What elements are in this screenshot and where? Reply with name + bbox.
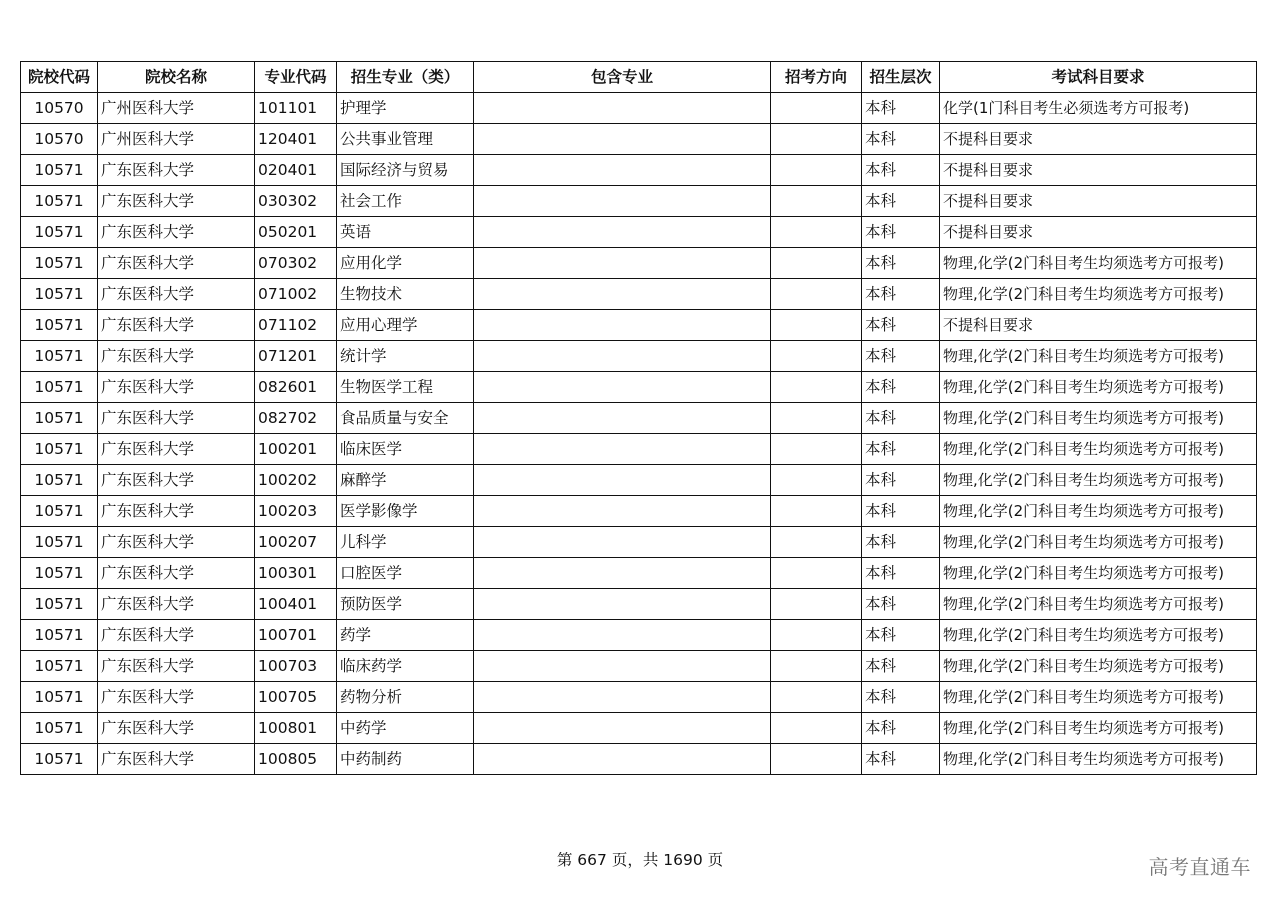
cell-level: 本科 (862, 682, 940, 713)
cell-school-name: 广东医科大学 (98, 744, 255, 775)
cell-included-majors (474, 310, 771, 341)
cell-level: 本科 (862, 124, 940, 155)
cell-subject-requirement: 物理,化学(2门科目考生均须选考方可报考) (940, 589, 1257, 620)
cell-major-name: 社会工作 (337, 186, 474, 217)
cell-school-code: 10571 (21, 527, 98, 558)
cell-school-name: 广东医科大学 (98, 341, 255, 372)
cell-direction (771, 713, 862, 744)
cell-subject-requirement: 物理,化学(2门科目考生均须选考方可报考) (940, 527, 1257, 558)
cell-major-name: 应用化学 (337, 248, 474, 279)
cell-subject-requirement: 不提科目要求 (940, 186, 1257, 217)
cell-direction (771, 248, 862, 279)
cell-level: 本科 (862, 310, 940, 341)
cell-major-code: 071002 (255, 279, 337, 310)
cell-level: 本科 (862, 558, 940, 589)
cell-major-name: 食品质量与安全 (337, 403, 474, 434)
cell-direction (771, 217, 862, 248)
cell-major-code: 100203 (255, 496, 337, 527)
cell-major-name: 临床药学 (337, 651, 474, 682)
cell-school-code: 10571 (21, 713, 98, 744)
cell-school-name: 广东医科大学 (98, 279, 255, 310)
cell-included-majors (474, 403, 771, 434)
cell-school-code: 10571 (21, 403, 98, 434)
header-school-name: 院校名称 (98, 62, 255, 93)
cell-school-name: 广东医科大学 (98, 310, 255, 341)
cell-level: 本科 (862, 217, 940, 248)
cell-level: 本科 (862, 527, 940, 558)
header-level: 招生层次 (862, 62, 940, 93)
table-row (21, 434, 1257, 465)
header-major-code: 专业代码 (255, 62, 337, 93)
cell-subject-requirement: 化学(1门科目考生必须选考方可报考) (940, 93, 1257, 124)
cell-included-majors (474, 713, 771, 744)
cell-school-code: 10571 (21, 651, 98, 682)
cell-school-name: 广东医科大学 (98, 372, 255, 403)
cell-major-name: 预防医学 (337, 589, 474, 620)
cell-school-name: 广东医科大学 (98, 558, 255, 589)
cell-school-code: 10571 (21, 558, 98, 589)
cell-school-name: 广东医科大学 (98, 713, 255, 744)
cell-major-name: 英语 (337, 217, 474, 248)
table-row (21, 372, 1257, 403)
cell-subject-requirement: 不提科目要求 (940, 310, 1257, 341)
cell-subject-requirement: 物理,化学(2门科目考生均须选考方可报考) (940, 558, 1257, 589)
cell-major-code: 070302 (255, 248, 337, 279)
cell-major-name: 公共事业管理 (337, 124, 474, 155)
cell-direction (771, 186, 862, 217)
cell-subject-requirement: 物理,化学(2门科目考生均须选考方可报考) (940, 465, 1257, 496)
cell-major-code: 100207 (255, 527, 337, 558)
cell-school-code: 10571 (21, 310, 98, 341)
table-row (21, 713, 1257, 744)
table-row (21, 279, 1257, 310)
cell-subject-requirement: 物理,化学(2门科目考生均须选考方可报考) (940, 496, 1257, 527)
cell-school-code: 10571 (21, 434, 98, 465)
table-row (21, 465, 1257, 496)
table-row (21, 310, 1257, 341)
cell-major-name: 中药学 (337, 713, 474, 744)
cell-major-code: 100401 (255, 589, 337, 620)
cell-included-majors (474, 744, 771, 775)
cell-school-name: 广东医科大学 (98, 403, 255, 434)
cell-school-name: 广东医科大学 (98, 651, 255, 682)
cell-subject-requirement: 物理,化学(2门科目考生均须选考方可报考) (940, 248, 1257, 279)
cell-level: 本科 (862, 589, 940, 620)
page-number: 第 667 页，共 1690 页 (556, 851, 724, 869)
cell-major-code: 100801 (255, 713, 337, 744)
cell-school-code: 10571 (21, 372, 98, 403)
cell-included-majors (474, 248, 771, 279)
cell-included-majors (474, 682, 771, 713)
cell-level: 本科 (862, 248, 940, 279)
admission-table (20, 61, 1257, 775)
cell-included-majors (474, 465, 771, 496)
header-major-name: 招生专业（类） (337, 62, 474, 93)
table-row (21, 496, 1257, 527)
cell-major-name: 麻醉学 (337, 465, 474, 496)
cell-school-code: 10571 (21, 217, 98, 248)
cell-level: 本科 (862, 93, 940, 124)
cell-subject-requirement: 物理,化学(2门科目考生均须选考方可报考) (940, 279, 1257, 310)
cell-included-majors (474, 527, 771, 558)
cell-school-code: 10571 (21, 589, 98, 620)
cell-direction (771, 465, 862, 496)
cell-major-code: 100202 (255, 465, 337, 496)
cell-school-code: 10570 (21, 93, 98, 124)
cell-included-majors (474, 155, 771, 186)
cell-major-code: 101101 (255, 93, 337, 124)
header-subject-requirement: 考试科目要求 (940, 62, 1257, 93)
cell-school-name: 广东医科大学 (98, 186, 255, 217)
cell-major-name: 药物分析 (337, 682, 474, 713)
cell-level: 本科 (862, 713, 940, 744)
header-included-majors: 包含专业 (474, 62, 771, 93)
cell-level: 本科 (862, 620, 940, 651)
cell-subject-requirement: 物理,化学(2门科目考生均须选考方可报考) (940, 341, 1257, 372)
cell-school-code: 10571 (21, 744, 98, 775)
cell-school-name: 广东医科大学 (98, 434, 255, 465)
cell-direction (771, 341, 862, 372)
cell-level: 本科 (862, 465, 940, 496)
cell-level: 本科 (862, 279, 940, 310)
cell-direction (771, 496, 862, 527)
cell-school-name: 广东医科大学 (98, 682, 255, 713)
table-row (21, 744, 1257, 775)
cell-major-code: 071102 (255, 310, 337, 341)
cell-level: 本科 (862, 496, 940, 527)
header-row (21, 62, 1257, 93)
cell-direction (771, 434, 862, 465)
cell-included-majors (474, 217, 771, 248)
cell-included-majors (474, 341, 771, 372)
cell-major-code: 100301 (255, 558, 337, 589)
table-row (21, 527, 1257, 558)
cell-included-majors (474, 434, 771, 465)
cell-level: 本科 (862, 341, 940, 372)
cell-level: 本科 (862, 372, 940, 403)
cell-subject-requirement: 不提科目要求 (940, 155, 1257, 186)
cell-major-code: 100703 (255, 651, 337, 682)
table-row (21, 124, 1257, 155)
cell-level: 本科 (862, 186, 940, 217)
cell-school-name: 广东医科大学 (98, 620, 255, 651)
cell-major-code: 030302 (255, 186, 337, 217)
cell-included-majors (474, 124, 771, 155)
cell-school-code: 10571 (21, 279, 98, 310)
cell-school-name: 广东医科大学 (98, 589, 255, 620)
cell-school-code: 10571 (21, 620, 98, 651)
cell-direction (771, 744, 862, 775)
cell-subject-requirement: 物理,化学(2门科目考生均须选考方可报考) (940, 744, 1257, 775)
cell-major-name: 药学 (337, 620, 474, 651)
cell-major-code: 082601 (255, 372, 337, 403)
table-row (21, 217, 1257, 248)
cell-level: 本科 (862, 651, 940, 682)
cell-direction (771, 589, 862, 620)
cell-school-code: 10571 (21, 341, 98, 372)
cell-school-code: 10571 (21, 155, 98, 186)
cell-school-name: 广州医科大学 (98, 124, 255, 155)
table-row (21, 341, 1257, 372)
cell-major-name: 医学影像学 (337, 496, 474, 527)
cell-major-name: 临床医学 (337, 434, 474, 465)
table-row (21, 93, 1257, 124)
table-body (21, 93, 1257, 775)
cell-subject-requirement: 不提科目要求 (940, 217, 1257, 248)
cell-major-name: 统计学 (337, 341, 474, 372)
cell-major-name: 儿科学 (337, 527, 474, 558)
cell-school-code: 10571 (21, 682, 98, 713)
cell-included-majors (474, 279, 771, 310)
cell-included-majors (474, 620, 771, 651)
cell-included-majors (474, 558, 771, 589)
cell-major-code: 100705 (255, 682, 337, 713)
table-row (21, 651, 1257, 682)
cell-major-name: 口腔医学 (337, 558, 474, 589)
table-row (21, 620, 1257, 651)
table-row (21, 558, 1257, 589)
cell-level: 本科 (862, 744, 940, 775)
cell-direction (771, 403, 862, 434)
cell-school-code: 10570 (21, 124, 98, 155)
cell-major-name: 生物医学工程 (337, 372, 474, 403)
cell-school-code: 10571 (21, 186, 98, 217)
cell-included-majors (474, 589, 771, 620)
cell-major-name: 应用心理学 (337, 310, 474, 341)
cell-school-name: 广东医科大学 (98, 155, 255, 186)
watermark: 高考直通车 (1148, 855, 1251, 879)
cell-school-name: 广东医科大学 (98, 465, 255, 496)
cell-subject-requirement: 物理,化学(2门科目考生均须选考方可报考) (940, 651, 1257, 682)
cell-major-name: 护理学 (337, 93, 474, 124)
header-direction: 招考方向 (771, 62, 862, 93)
cell-major-code: 071201 (255, 341, 337, 372)
cell-subject-requirement: 物理,化学(2门科目考生均须选考方可报考) (940, 620, 1257, 651)
cell-direction (771, 279, 862, 310)
cell-subject-requirement: 物理,化学(2门科目考生均须选考方可报考) (940, 434, 1257, 465)
cell-school-name: 广州医科大学 (98, 93, 255, 124)
cell-school-name: 广东医科大学 (98, 217, 255, 248)
cell-included-majors (474, 93, 771, 124)
table-row (21, 248, 1257, 279)
cell-school-name: 广东医科大学 (98, 527, 255, 558)
cell-school-name: 广东医科大学 (98, 496, 255, 527)
table-row (21, 682, 1257, 713)
cell-subject-requirement: 物理,化学(2门科目考生均须选考方可报考) (940, 713, 1257, 744)
cell-subject-requirement: 不提科目要求 (940, 124, 1257, 155)
table-row (21, 589, 1257, 620)
cell-major-code: 082702 (255, 403, 337, 434)
cell-subject-requirement: 物理,化学(2门科目考生均须选考方可报考) (940, 403, 1257, 434)
table-row (21, 155, 1257, 186)
cell-direction (771, 124, 862, 155)
cell-included-majors (474, 651, 771, 682)
cell-subject-requirement: 物理,化学(2门科目考生均须选考方可报考) (940, 682, 1257, 713)
cell-direction (771, 155, 862, 186)
cell-direction (771, 527, 862, 558)
cell-school-code: 10571 (21, 465, 98, 496)
cell-included-majors (474, 186, 771, 217)
header-school-code: 院校代码 (21, 62, 98, 93)
cell-direction (771, 310, 862, 341)
cell-level: 本科 (862, 434, 940, 465)
cell-direction (771, 93, 862, 124)
cell-school-name: 广东医科大学 (98, 248, 255, 279)
cell-major-code: 050201 (255, 217, 337, 248)
cell-major-name: 国际经济与贸易 (337, 155, 474, 186)
cell-major-code: 100805 (255, 744, 337, 775)
cell-major-code: 100701 (255, 620, 337, 651)
cell-direction (771, 372, 862, 403)
table-row (21, 403, 1257, 434)
cell-direction (771, 651, 862, 682)
table-row (21, 186, 1257, 217)
cell-major-name: 中药制药 (337, 744, 474, 775)
cell-major-code: 020401 (255, 155, 337, 186)
cell-level: 本科 (862, 403, 940, 434)
cell-major-code: 100201 (255, 434, 337, 465)
cell-subject-requirement: 物理,化学(2门科目考生均须选考方可报考) (940, 372, 1257, 403)
cell-direction (771, 558, 862, 589)
cell-school-code: 10571 (21, 496, 98, 527)
cell-included-majors (474, 496, 771, 527)
table-header (21, 62, 1257, 93)
cell-direction (771, 682, 862, 713)
cell-major-code: 120401 (255, 124, 337, 155)
cell-level: 本科 (862, 155, 940, 186)
cell-direction (771, 620, 862, 651)
cell-included-majors (474, 372, 771, 403)
cell-school-code: 10571 (21, 248, 98, 279)
cell-major-name: 生物技术 (337, 279, 474, 310)
